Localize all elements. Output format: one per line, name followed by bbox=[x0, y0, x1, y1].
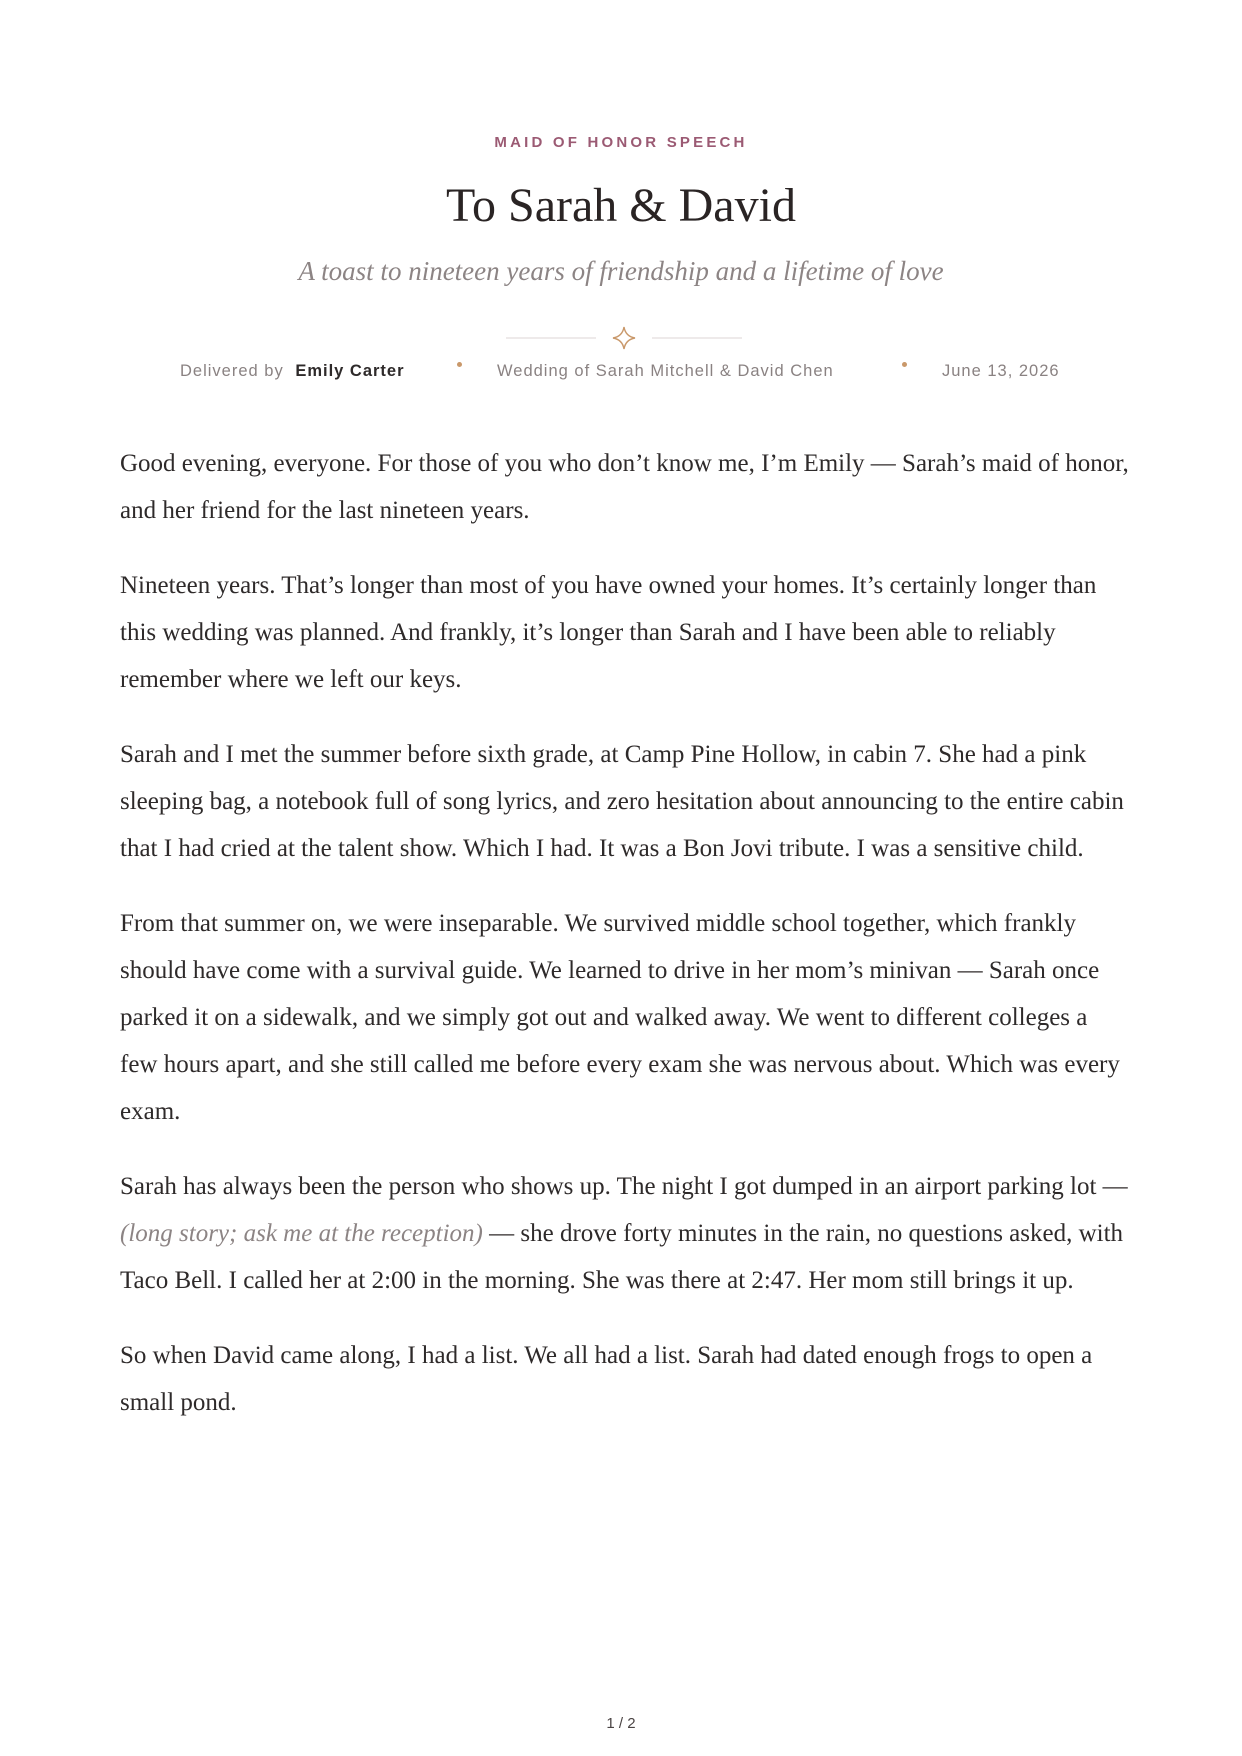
page-title: To Sarah & David bbox=[446, 179, 796, 232]
speaker-name: Emily Carter bbox=[295, 362, 405, 380]
separator-dot bbox=[457, 362, 462, 367]
paragraph: Good evening, everyone. For those of you who don’t know me, I’m Emily — Sarah’s maid of honor, and her friend for the last nineteen years. bbox=[120, 450, 1129, 524]
paragraph: So when David came along, I had a list. We all had a list. Sarah had dated enough frogs to open a small pond. bbox=[120, 1342, 1093, 1416]
sparkle-icon bbox=[613, 327, 635, 349]
paragraph-text: — she drove forty minutes in the rain, no questions asked, with Taco Bell. I called her at 2:00 in the morning. She was there at 2:47. Her mom still brings it up. bbox=[120, 1220, 1124, 1294]
paragraph bbox=[120, 1163, 1130, 1304]
speech-date: June 13, 2026 bbox=[942, 362, 1060, 380]
speech-meta bbox=[0, 362, 1242, 384]
separator-dot bbox=[902, 362, 907, 367]
paragraph: Nineteen years. That’s longer than most of you have owned your homes. It’s certainly longer than this wedding was planned. And frankly, it’s longer than Sarah and I have been able to reliably remember where we left our keys. bbox=[120, 572, 1097, 693]
divider-ornament bbox=[504, 324, 744, 352]
delivered-by bbox=[180, 362, 405, 381]
wedding-name: Wedding of Sarah Mitchell & David Chen bbox=[497, 362, 834, 380]
speech-body bbox=[120, 440, 1130, 1454]
paragraph-text: Sarah has always been the person who shows up. The night I got dumped in an airport parking lot — bbox=[120, 1173, 1128, 1200]
page-number: 1 / 2 bbox=[606, 1715, 636, 1732]
eyebrow-label: MAID OF HONOR SPEECH bbox=[494, 134, 748, 151]
delivered-label: Delivered by bbox=[180, 362, 284, 380]
paragraph: From that summer on, we were inseparable. We survived middle school together, which frankly should have come with a survival guide. We learned to drive in her mom’s minivan — Sarah once parked it on a sidewalk, and we simply got out and walked away. We went to different colleges a few hours apart, and she still called me before every exam she was nervous about. Which was every exam. bbox=[120, 910, 1120, 1125]
page-subtitle: A toast to nineteen years of friendship and a lifetime of love bbox=[298, 256, 944, 286]
paragraph: Sarah and I met the summer before sixth grade, at Camp Pine Hollow, in cabin 7. She had a pink sleeping bag, a notebook full of song lyrics, and zero hesitation about announcing to the entire cabin that I had cried at the talent show. Which I had. It was a Bon Jovi tribute. I was a sensitive child. bbox=[120, 741, 1124, 862]
aside-note: (long story; ask me at the reception) bbox=[120, 1220, 483, 1247]
